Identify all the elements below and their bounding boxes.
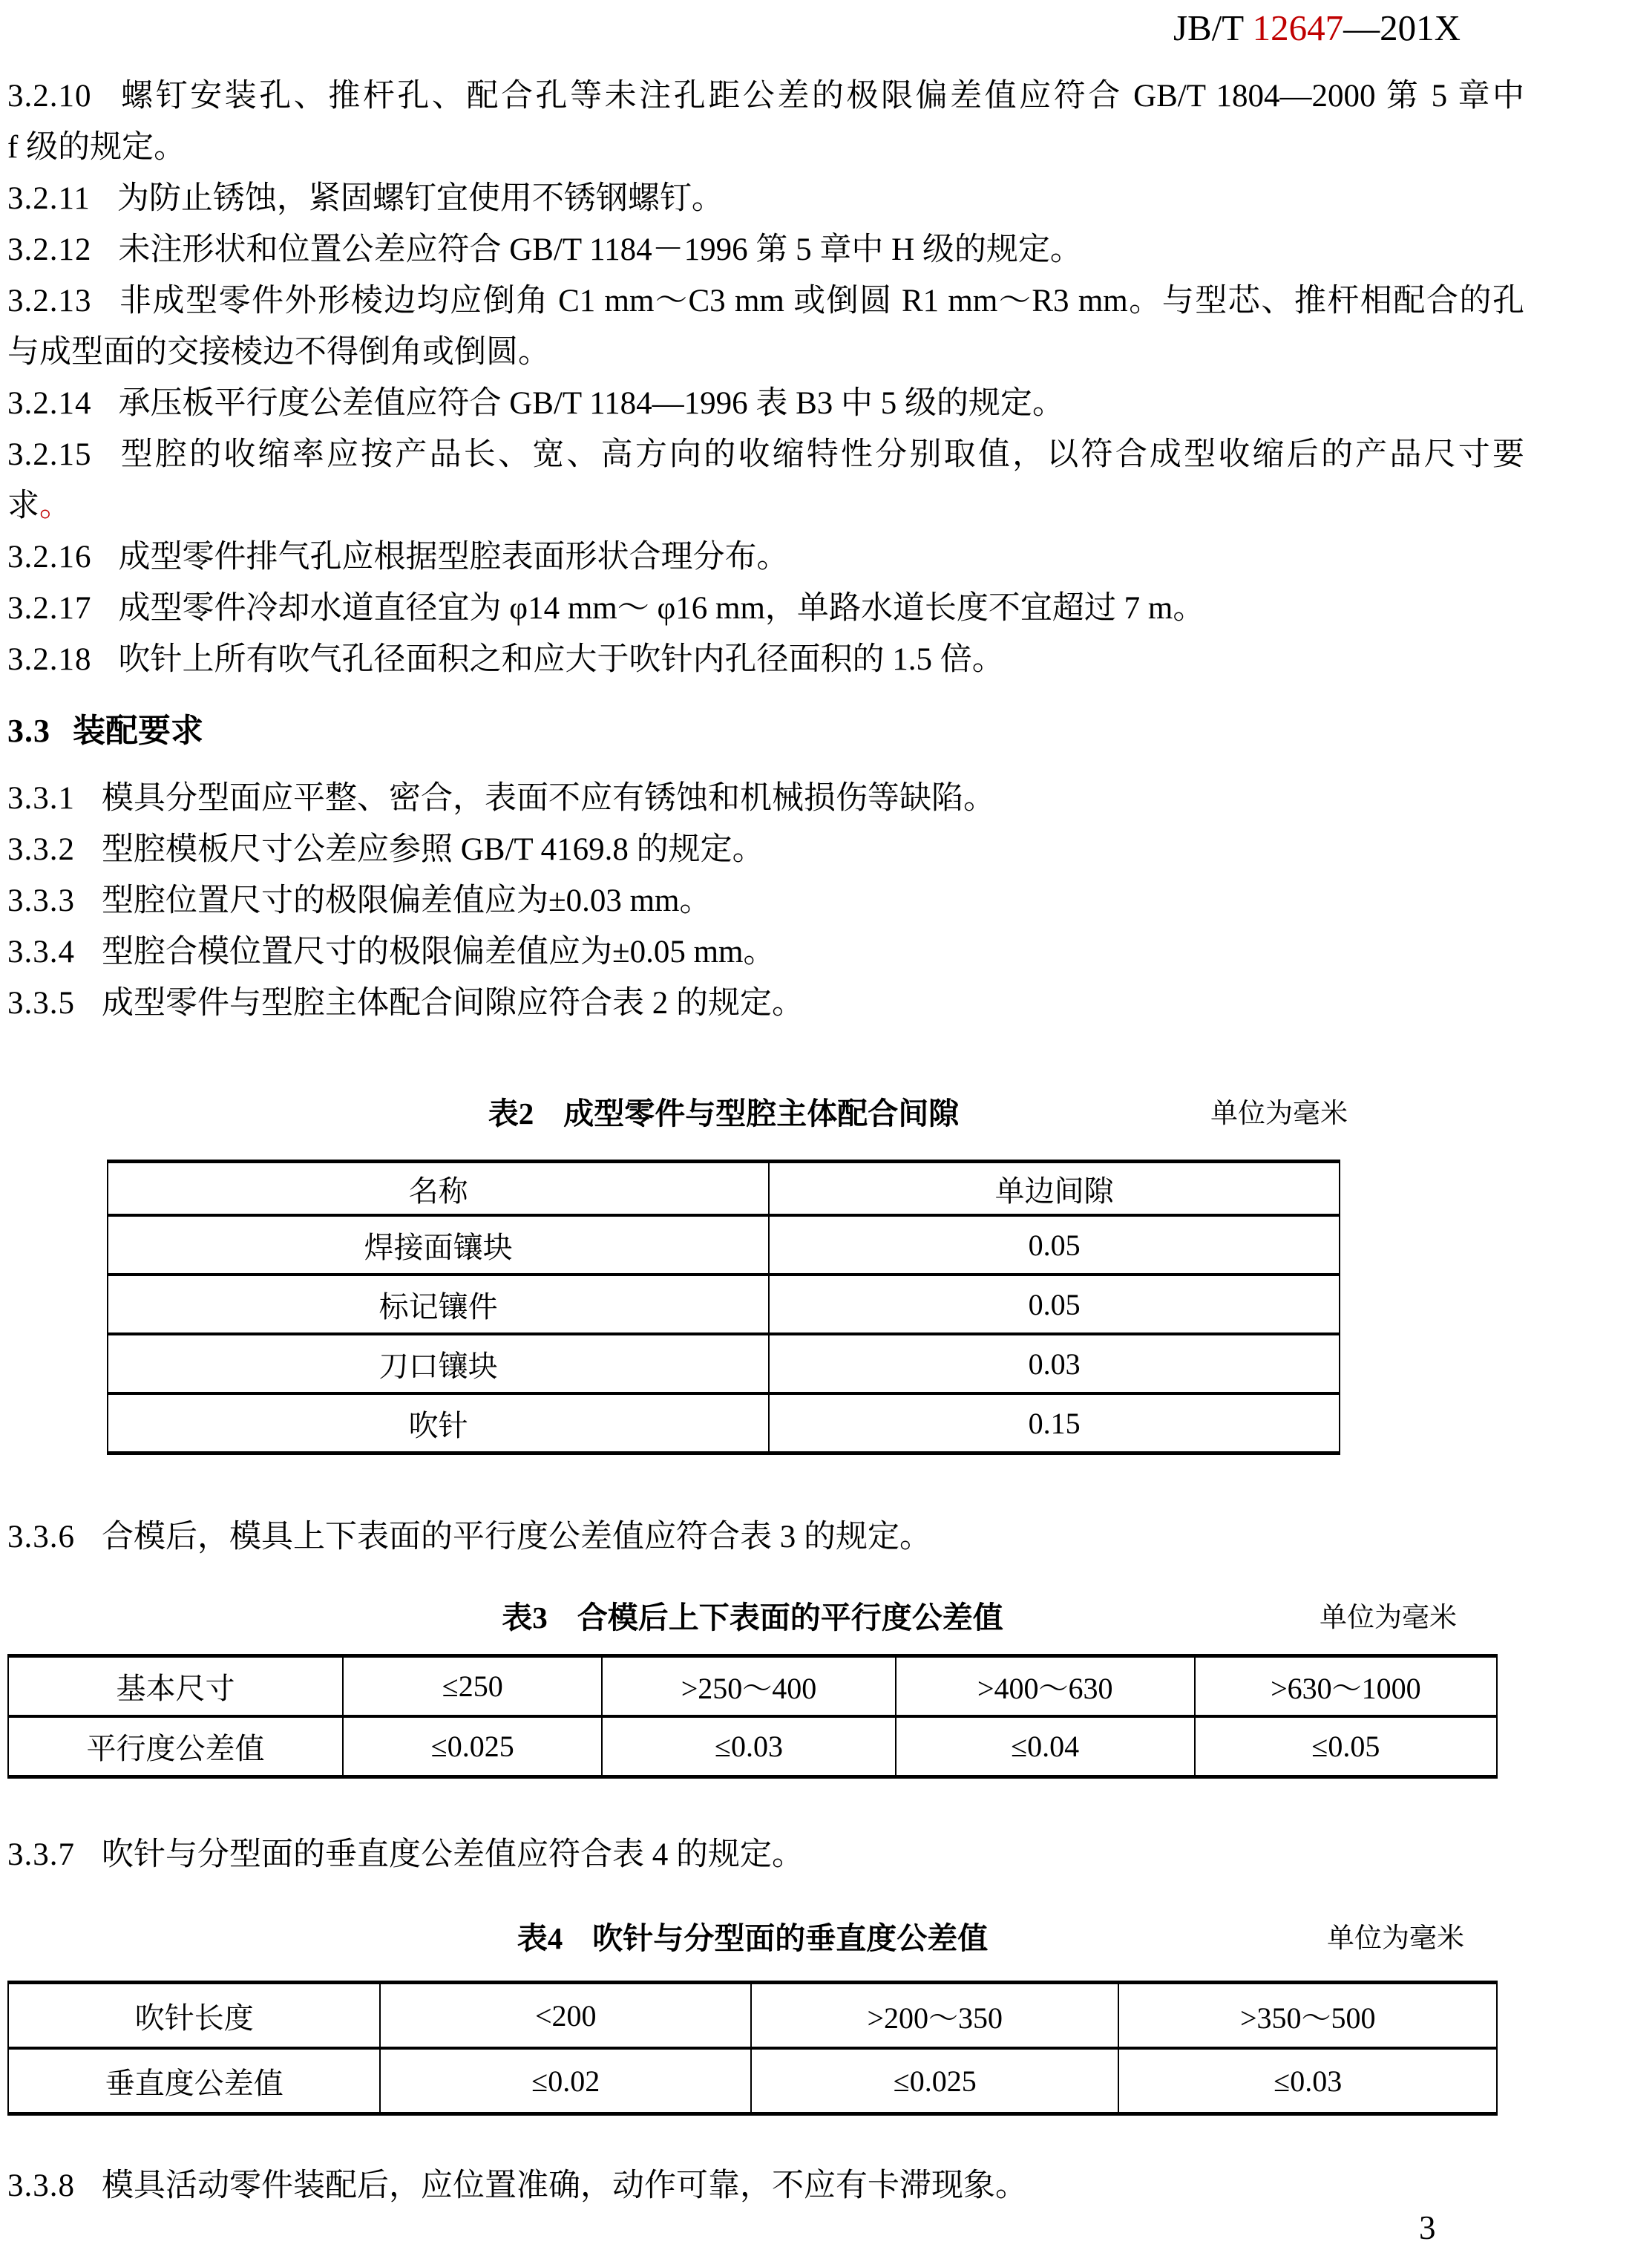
table-row	[108, 1162, 1340, 1216]
table-cell: ≤250	[343, 1656, 602, 1717]
clause-number: 3.2.11	[7, 181, 91, 216]
clause-3-3-3	[7, 875, 1524, 926]
clause-number: 3.3.1	[7, 781, 75, 816]
clause-number: 3.3.2	[7, 832, 75, 867]
table-cell: 标记镶件	[108, 1275, 769, 1334]
table4-unit-note: 单位为毫米	[1327, 1923, 1464, 1954]
clause-3-2-14	[7, 378, 1524, 429]
clause-text: 承压板平行度公差值应符合 GB/T 1184—1996 表 B3 中 5 级的规定。	[118, 386, 1065, 421]
clause-number: 3.2.10	[7, 79, 92, 114]
table-cell: ≤0.025	[343, 1716, 602, 1777]
table-cell: >630～1000	[1195, 1656, 1497, 1717]
clause-3-2-12	[7, 224, 1524, 275]
clause-text: 螺钉安装孔、推杆孔、配合孔等未注孔距公差的极限偏差值应符合 GB/T 1804—2000 第 5 章中	[118, 79, 1524, 114]
clause-text: 模具分型面应平整、密合，表面不应有锈蚀和机械损伤等缺陷。	[102, 781, 995, 816]
table-cell: ≤0.05	[1195, 1716, 1497, 1777]
table-cell: 吹针	[108, 1393, 769, 1454]
clause-number: 3.3.3	[7, 883, 75, 918]
table-cell: >200～350	[751, 1983, 1119, 2049]
clause-number: 3.2.13	[7, 284, 92, 318]
clause-text: 未注形状和位置公差应符合 GB/T 1184－1996 第 5 章中 H 级的规定。	[118, 232, 1082, 267]
clause-3-2-15-line2	[7, 480, 1524, 532]
clause-text: 成型零件与型腔主体配合间隙应符合表 2 的规定。	[102, 986, 804, 1021]
table-row	[8, 1656, 1497, 1717]
table-cell: ≤0.04	[896, 1716, 1195, 1777]
clause-text: 型腔模板尺寸公差应参照 GB/T 4169.8 的规定。	[102, 832, 764, 867]
clause-number: 3.2.17	[7, 591, 92, 626]
table-cell: 0.05	[769, 1275, 1340, 1334]
clause-text: 与成型面的交接棱边不得倒角或倒圆。	[7, 335, 550, 370]
table-cell: 吹针长度	[8, 1983, 380, 2049]
table-cell: ≤0.025	[751, 2048, 1119, 2114]
clause-3-2-13-line1	[7, 275, 1524, 327]
clause-number: 3.2.14	[7, 386, 92, 421]
clause-3-3-4	[7, 926, 1524, 978]
table-cell: 0.15	[769, 1393, 1340, 1454]
clause-3-3-1	[7, 773, 1524, 824]
table-header-cell: 名称	[108, 1162, 769, 1216]
clause-text: 吹针与分型面的垂直度公差值应符合表 4 的规定。	[102, 1837, 804, 1872]
table4-caption	[7, 1913, 1498, 1964]
clause-number: 3.3.6	[7, 1520, 75, 1554]
clause-3-3-7	[7, 1829, 1524, 1880]
clause-3-2-16	[7, 532, 1524, 583]
clause-3-2-10-line2	[7, 122, 1524, 173]
table2-unit-note: 单位为毫米	[1210, 1099, 1348, 1129]
table-row	[108, 1334, 1340, 1393]
standard-code-suffix: —201X	[1343, 7, 1461, 48]
clause-3-3-8	[7, 2160, 1524, 2211]
clause-number: 3.2.16	[7, 540, 92, 575]
clause-number: 3.3.4	[7, 935, 75, 969]
clause-3-2-11	[7, 173, 1524, 224]
table-cell: ≤0.03	[1118, 2048, 1497, 2114]
clause-number: 3.2.15	[7, 437, 92, 472]
section-title: 装配要求	[73, 713, 203, 749]
clause-text: 型腔合模位置尺寸的极限偏差值应为±0.05 mm。	[102, 935, 776, 969]
table4	[7, 1981, 1498, 2116]
table-row	[8, 1983, 1497, 2049]
clause-text: 求	[7, 488, 39, 523]
table4-caption-label: 表4	[517, 1921, 563, 1955]
clause-number: 3.2.18	[7, 642, 92, 677]
clause-3-2-18	[7, 634, 1524, 685]
table-cell: >250～400	[602, 1656, 895, 1717]
red-period: 。	[39, 488, 71, 523]
table-row	[108, 1393, 1340, 1454]
table-cell: >400～630	[896, 1656, 1195, 1717]
clause-3-2-15-line1	[7, 429, 1524, 480]
table-cell: 基本尺寸	[8, 1656, 343, 1717]
table2	[107, 1160, 1340, 1455]
page-number: 3	[1419, 2209, 1436, 2246]
standard-code-prefix: JB/T	[1173, 7, 1253, 48]
clause-text: 型腔的收缩率应按产品长、宽、高方向的收缩特性分别取值，以符合成型收缩后的产品尺寸要	[118, 437, 1524, 472]
table4-caption-title: 吹针与分型面的垂直度公差值	[592, 1921, 989, 1955]
clause-3-2-17	[7, 583, 1524, 634]
clause-text: 非成型零件外形棱边均应倒角 C1 mm～C3 mm 或倒圆 R1 mm～R3 mm。与型芯、推杆相配合的孔	[118, 284, 1524, 318]
clause-number: 3.3.8	[7, 2168, 75, 2203]
section-3-3-heading	[7, 705, 1524, 756]
table-cell: 0.03	[769, 1334, 1340, 1393]
table3-caption-title: 合模后上下表面的平行度公差值	[577, 1600, 1003, 1635]
table-row	[108, 1275, 1340, 1334]
clause-text: 吹针上所有吹气孔径面积之和应大于吹针内孔径面积的 1.5 倍。	[118, 642, 1004, 677]
table2-caption-title: 成型零件与型腔主体配合间隙	[563, 1096, 960, 1131]
table2-caption-label: 表2	[488, 1096, 534, 1131]
table-cell: 焊接面镶块	[108, 1215, 769, 1275]
table2-caption	[107, 1088, 1348, 1139]
clause-text: f 级的规定。	[7, 130, 186, 165]
clause-text: 成型零件冷却水道直径宜为 φ14 mm～ φ16 mm，单路水道长度不宜超过 7 m。	[118, 591, 1205, 626]
table3-caption	[7, 1592, 1498, 1644]
table3	[7, 1654, 1498, 1779]
table-cell: 垂直度公差值	[8, 2048, 380, 2114]
clause-text: 合模后，模具上下表面的平行度公差值应符合表 3 的规定。	[102, 1520, 931, 1554]
table-cell: 平行度公差值	[8, 1716, 343, 1777]
standard-code-header	[1173, 9, 1461, 48]
clause-text: 模具活动零件装配后，应位置准确，动作可靠，不应有卡滞现象。	[102, 2168, 1027, 2203]
table3-unit-note: 单位为毫米	[1320, 1603, 1457, 1633]
document-body	[7, 71, 1524, 2211]
table-cell: ≤0.03	[602, 1716, 895, 1777]
table-cell: <200	[380, 1983, 751, 2049]
clause-text: 为防止锈蚀，紧固螺钉宜使用不锈钢螺钉。	[117, 181, 724, 216]
table-row	[8, 1716, 1497, 1777]
table-cell: ≤0.02	[380, 2048, 751, 2114]
clause-3-3-5	[7, 978, 1524, 1029]
table-row	[8, 2048, 1497, 2114]
section-number: 3.3	[7, 713, 50, 749]
standard-code-number: 12647	[1252, 7, 1344, 48]
clause-number: 3.2.12	[7, 232, 92, 267]
clause-number: 3.3.7	[7, 1837, 75, 1872]
table-cell: >350～500	[1118, 1983, 1497, 2049]
table-row	[108, 1215, 1340, 1275]
clause-3-2-13-line2	[7, 327, 1524, 378]
clause-text: 成型零件排气孔应根据型腔表面形状合理分布。	[118, 540, 789, 575]
clause-text: 型腔位置尺寸的极限偏差值应为±0.03 mm。	[102, 883, 712, 918]
clause-3-3-6	[7, 1511, 1524, 1563]
table-cell: 0.05	[769, 1215, 1340, 1275]
clause-3-2-10-line1	[7, 71, 1524, 122]
table3-caption-label: 表3	[502, 1600, 548, 1635]
table-cell: 刀口镶块	[108, 1334, 769, 1393]
clause-number: 3.3.5	[7, 986, 75, 1021]
clause-3-3-2	[7, 824, 1524, 875]
table-header-cell: 单边间隙	[769, 1162, 1340, 1216]
